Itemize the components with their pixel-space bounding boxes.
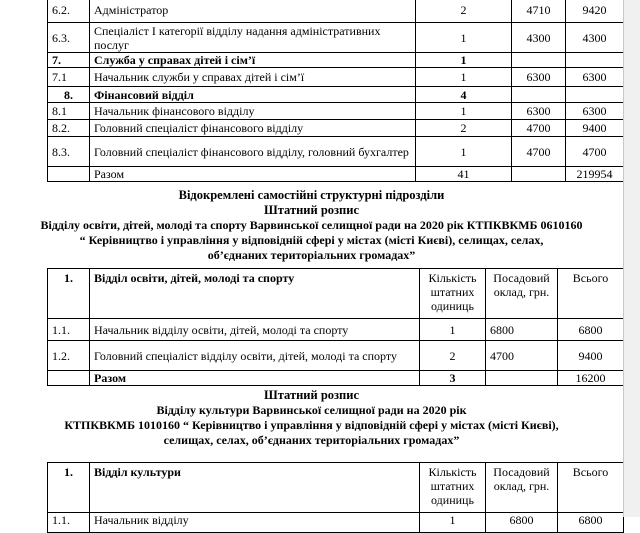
table-row xyxy=(48,103,624,120)
total: 6800 xyxy=(558,319,624,341)
table-header-row xyxy=(48,269,624,319)
column-header-count: Кількість штатних одиниць xyxy=(420,269,486,319)
position-name: Начальник служби у справах дітей і сім’ї xyxy=(90,68,416,87)
total: 16200 xyxy=(558,371,624,386)
total: 4300 xyxy=(566,23,624,53)
budget-code-description-cont: об’єднаних територіальних громадах” xyxy=(207,248,416,262)
row-number: 8. xyxy=(48,87,90,103)
staff-count: 2 xyxy=(420,341,486,371)
group-number: 1. xyxy=(48,269,90,319)
row-number: 7.1 xyxy=(48,68,90,87)
sum-label: Разом xyxy=(90,371,420,386)
salary: 4300 xyxy=(512,23,566,53)
staff-count: 41 xyxy=(416,167,512,182)
section-title-separate-units: Відокремлені самостійні структурні підрозділи xyxy=(178,188,445,202)
table-row xyxy=(48,0,624,23)
group-name: Фінансовий відділ xyxy=(90,87,416,103)
table-header-row xyxy=(48,463,624,513)
group-name: Служба у справах дітей і сім’ї xyxy=(90,53,416,68)
staff-count: 1 xyxy=(416,53,512,68)
total: 6300 xyxy=(566,103,624,120)
salary: 4710 xyxy=(512,0,566,23)
column-header-salary: Посадовий оклад, грн. xyxy=(486,269,558,319)
column-header-total: Всього xyxy=(558,269,624,319)
staff-count: 2 xyxy=(416,120,512,137)
group-number: 1. xyxy=(48,463,90,513)
salary xyxy=(486,371,558,386)
salary xyxy=(512,53,566,68)
salary: 4700 xyxy=(512,120,566,137)
position-name: Адміністратор xyxy=(90,0,416,23)
table-row xyxy=(48,137,624,167)
row-number: 8.2. xyxy=(48,120,90,137)
salary xyxy=(512,87,566,103)
table-row xyxy=(48,341,624,371)
position-name: Спеціаліст І категорії відділу надання адміністративних послуг xyxy=(90,23,416,53)
total: 6800 xyxy=(558,513,624,533)
row-number: 7. xyxy=(48,53,90,68)
department-title: Відділу освіти, дітей, молоді та спорту Варвинської селищної ради на 2020 рік КТПКВКМБ 0610160 xyxy=(40,218,583,232)
position-name: Головний спеціаліст відділу освіти, дітей, молоді та спорту xyxy=(90,341,420,371)
table-row xyxy=(48,120,624,137)
staff-count: 4 xyxy=(416,87,512,103)
staff-table-culture xyxy=(47,462,624,533)
salary xyxy=(512,167,566,182)
staff-count: 3 xyxy=(420,371,486,386)
position-name: Начальник відділу xyxy=(90,513,420,533)
row-number: 1.2. xyxy=(48,341,90,371)
staff-count: 1 xyxy=(416,137,512,167)
total: 219954 xyxy=(566,167,624,182)
table-row-group xyxy=(48,87,624,103)
row-number xyxy=(48,371,90,386)
department-title: Відділу культури Варвинської селищної ради на 2020 рік xyxy=(156,403,467,417)
column-header-salary: Посадовий оклад, грн. xyxy=(486,463,558,513)
staff-table-top xyxy=(47,0,624,182)
staff-count: 1 xyxy=(420,319,486,341)
salary: 4700 xyxy=(486,341,558,371)
group-name: Відділ освіти, дітей, молоді та спорту xyxy=(90,269,420,319)
row-number: 6.2. xyxy=(48,0,90,23)
budget-code-description-cont: селищах, селах, об’єднаних територіальних громадах” xyxy=(163,433,460,447)
staff-count: 2 xyxy=(416,0,512,23)
staff-count: 1 xyxy=(416,103,512,120)
column-header-count: Кількість штатних одиниць xyxy=(420,463,486,513)
position-name: Головний спеціаліст фінансового відділу, головний бухгалтер xyxy=(90,137,416,167)
table-row-group xyxy=(48,53,624,68)
table-row xyxy=(48,23,624,53)
window-edge xyxy=(623,0,640,517)
row-number: 8.1 xyxy=(48,103,90,120)
position-name: Головний спеціаліст фінансового відділу xyxy=(90,120,416,137)
total: 4700 xyxy=(566,137,624,167)
table-row xyxy=(48,513,624,533)
total: 9400 xyxy=(558,341,624,371)
salary: 6300 xyxy=(512,103,566,120)
position-name: Начальник фінансового відділу xyxy=(90,103,416,120)
row-number: 1.1. xyxy=(48,319,90,341)
salary: 6300 xyxy=(512,68,566,87)
staff-count: 1 xyxy=(416,23,512,53)
row-number: 8.3. xyxy=(48,137,90,167)
salary: 6800 xyxy=(486,319,558,341)
total: 9400 xyxy=(566,120,624,137)
staff-count: 1 xyxy=(416,68,512,87)
sum-label: Разом xyxy=(90,167,416,182)
table-row xyxy=(48,319,624,341)
row-number: 1.1. xyxy=(48,513,90,533)
total xyxy=(566,87,624,103)
group-name: Відділ культури xyxy=(90,463,420,513)
position-name: Начальник відділу освіти, дітей, молоді та спорту xyxy=(90,319,420,341)
staff-count: 1 xyxy=(420,513,486,533)
staff-schedule-title: Штатний розпис xyxy=(264,203,359,217)
table-row-sum xyxy=(48,371,624,386)
staff-schedule-title: Штатний розпис xyxy=(264,388,359,402)
budget-code-description: КТПКВКМБ 1010160 “ Керівництво і управління у відповідній сфері у містах (місті Києві), xyxy=(64,418,559,432)
total xyxy=(566,53,624,68)
row-number xyxy=(48,167,90,182)
staff-table-education xyxy=(47,268,624,386)
column-header-total: Всього xyxy=(558,463,624,513)
table-row xyxy=(48,68,624,87)
row-number: 6.3. xyxy=(48,23,90,53)
total: 6300 xyxy=(566,68,624,87)
salary: 6800 xyxy=(486,513,558,533)
table-row-sum xyxy=(48,167,624,182)
salary: 4700 xyxy=(512,137,566,167)
budget-code-description: “ Керівництво і управління у відповідній сфері у містах (місті Києві), селищах, селах, xyxy=(79,233,544,247)
total: 9420 xyxy=(566,0,624,23)
